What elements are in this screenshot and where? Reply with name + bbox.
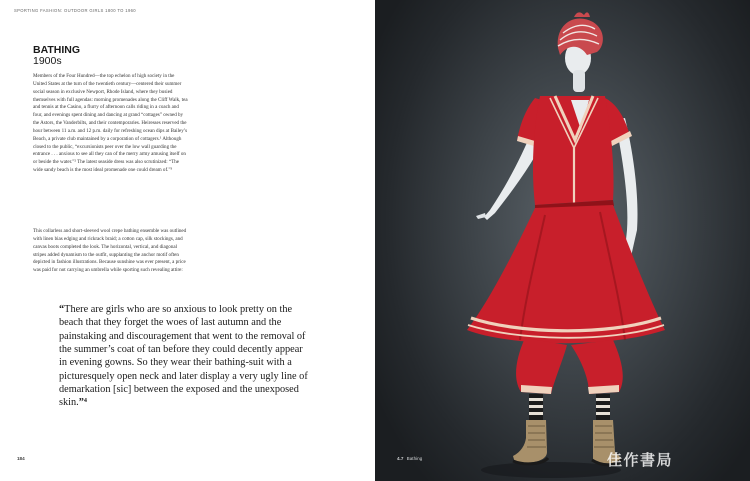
watermark: 佳作書局 <box>607 451 674 469</box>
right-page <box>375 0 750 481</box>
running-head: SPORTING FASHION: OUTDOOR GIRLS 1800 TO 1960 <box>14 8 136 13</box>
body-paragraph: This collarless and short-sleeved wool crepe bathing ensemble was outlined with linen bias edging and rickrack braid; a cotton cap, silk stockings, and canvas boots completed the look. The horizontal, vertical, and diagonal stripes added dynamism to the outfit, supplanting the anchor motif often depicted in fashion illustrations. Because sunshine was ever present, a price was paid for not carrying an umbrella while sporting such revealing attire: <box>33 228 187 274</box>
block-quote <box>59 303 309 410</box>
page-number: 184 <box>17 456 25 461</box>
bathing-costume-photo <box>375 0 750 481</box>
figure-caption <box>397 456 422 461</box>
body-paragraph: Members of the Four Hundred—the top echelon of high society in the United States at the turn of the twentieth century—centered their summer social season in exclusive Newport, Rhode Island, where they busied themselves with full agendas: morning promenades along the Cliff Walk, tea and tennis at the Casino, a flurry of afternoon calls riding in a coach and four, and evenings spent dining and dancing at grand “cottages” owned by the Astors, the Vanderbilts, and their contemporaries. Heiresses reserved the hour between 11 a.m. and 12 p.m. daily for refreshing ocean dips at Bailey’s Beach, a private club maintained by a corporation of cottagers.¹ Although closed to the public, “excursionists peer over the low wall guarding the entrance . . . anxious to see all they can of the merry army amusing itself on or beside the water.”² The latest seaside dress was also scrutinized: “The wide sandy beach is the most ideal promenade one could dream of.”³ <box>33 73 188 174</box>
quote-text: There are girls who are so anxious to look pretty on the beach that they forget the woes of last autumn and the painstaking and discouragement that went to the removal of the summer’s coat of tan before they could decently appear in evening gowns. So they wear their bathing-suit with a picturesquely open neck and later display a very ugly line of demarkation [sic] between the exposed and the unexposed skin. <box>59 304 308 409</box>
figure-number: 4.7 <box>397 456 404 461</box>
section-date: 1900s <box>33 55 62 67</box>
section-title: BATHING <box>33 44 81 56</box>
quote-close-mark: ”⁴ <box>78 397 87 409</box>
figure-title: Bathing <box>406 456 423 461</box>
quote-open-mark: “ <box>59 304 65 315</box>
